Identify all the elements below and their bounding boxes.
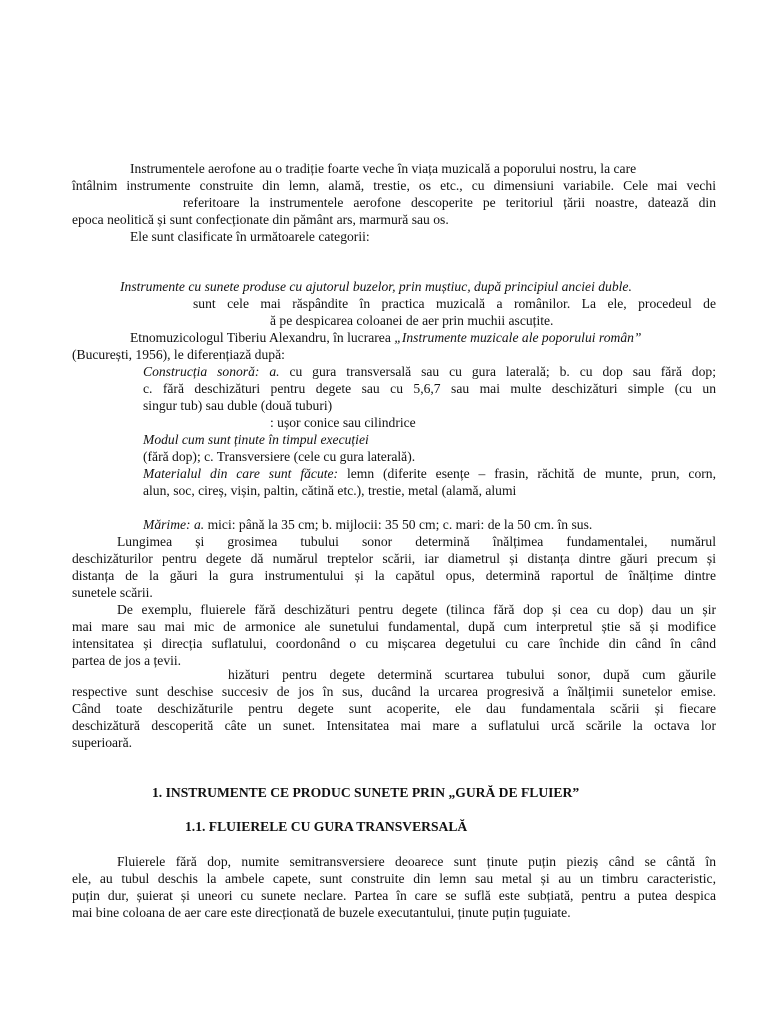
text-line (143, 465, 716, 482)
text-line: : ușor conice sau cilindrice (270, 415, 416, 430)
text-line: sunetele scării. (72, 585, 153, 600)
text-line: superioară. (72, 735, 133, 750)
text-line: Fluierele fără dop, numite semitransversiere deoarece sunt ținute puțin pieziș când se cântă în (117, 854, 716, 869)
text-line (130, 329, 641, 346)
text-line: hizături pentru degete determină scurtarea tubului sonor, după cum găurile (228, 667, 716, 682)
text-line: distanța de la găuri la gura instrumentului și la capătul opus, determină raportul de înălțime dintre (72, 568, 716, 583)
category-heading: Instrumente cu sunete produse cu ajutorul buzelor, prin muștiuc, după principiul anciei duble. (120, 279, 632, 294)
text-line: mai mare sau mai mic de armonice ale sunetului fundamental, după cum interpretul știe să și modifice (72, 619, 716, 634)
text-line: c. fără deschizături pentru degete sau cu 5,6,7 sau mai multe deschizături simple (cu un (143, 381, 716, 396)
text-run: Etnomuzicologul Tiberiu Alexandru, în lucrarea (130, 330, 391, 345)
text-line: respective sunt deschise succesiv de jos în sus, ducând la urcarea progresivă a înălțimii sunetelor emise. (72, 684, 716, 699)
text-line: partea de jos a țevii. (72, 653, 182, 668)
text-run: mici: până la 35 cm; b. mijlocii: 35 50 cm; c. mari: de la 50 cm. în sus. (207, 517, 593, 532)
text-line: Ele sunt clasificate în următoarele categorii: (130, 229, 370, 244)
text-line: singur tub) sau duble (două tuburi) (143, 398, 333, 413)
subsection-heading: 1.1. FLUIERELE CU GURA TRANSVERSALĂ (185, 819, 468, 834)
text-run: lemn (diferite esențe – frasin, răchită de munte, prun, corn, (346, 466, 716, 481)
criterion-label: Construcția sonoră: a. (143, 364, 280, 379)
criterion-label: Mărime: a. (143, 517, 205, 532)
text-line: De exemplu, fluierele fără deschizături pentru degete (tilinca fără dop și cea cu dop) dau un șir (117, 602, 716, 617)
text-line: intensitatea și direcția suflatului, coordonând o cu mișcarea degetului cu care închide din când în când (72, 636, 716, 651)
text-line: (București, 1956), le diferențiază după: (72, 347, 285, 362)
text-line: Lungimea și grosimea tubului sonor determină înălțimea fundamentalei, numărul (117, 534, 716, 549)
text-line: deschizăturilor pentru degete dă numărul treptelor scării, iar diametrul și distanța dintre găuri precum și (72, 551, 716, 566)
text-line: mai bine coloana de aer care este direcționată de buzele executantului, ținute puțin țuguiate. (72, 905, 571, 920)
section-heading: 1. INSTRUMENTE CE PRODUC SUNETE PRIN „GURĂ DE FLUIER” (152, 785, 580, 800)
text-line: alun, soc, cireș, vișin, paltin, cătină etc.), trestie, metal (alamă, alumi (143, 483, 517, 498)
text-line: epoca neolitică și sunt confecționate din pământ ars, marmură sau os. (72, 212, 449, 227)
criterion-label: Modul cum sunt ținute în timpul execuției (143, 432, 369, 447)
text-line: (fără dop); c. Transversiere (cele cu gura laterală). (143, 449, 416, 464)
text-run: cu gura transversală sau cu gura laterală; b. cu dop sau fără dop; (289, 364, 716, 379)
text-line: puțin dur, șuierat și uneori cu sunete neclare. Partea în care se suflă este subțiată, pentru a putea despica (72, 888, 716, 903)
text-line: ă pe despicarea coloanei de aer prin muchii ascuțite. (270, 313, 554, 328)
text-line: întâlnim instrumente construite din lemn, alamă, trestie, os etc., cu dimensiuni variabile. Cele mai vechi (72, 178, 716, 193)
text-line: sunt cele mai răspândite în practica muzicală a românilor. La ele, procedeul de (193, 296, 716, 311)
text-line (143, 363, 716, 380)
text-line: Când toate deschizăturile pentru degete sunt acoperite, ele dau fundamentala scării și fiecare (72, 701, 716, 716)
text-line: ele, au tubul deschis la ambele capete, sunt construite din lemn sau metal și au un timbru caracteristic, (72, 871, 716, 886)
text-line (143, 516, 592, 533)
text-line: deschizătură descoperită câte un sunet. Intensitatea mai mare a suflatului urcă scările la octava lor (72, 718, 716, 733)
text-line: Instrumentele aerofone au o tradiție foarte veche în viața muzicală a poporului nostru, la care (130, 161, 637, 176)
book-title: „Instrumente muzicale ale poporului român” (394, 330, 642, 345)
criterion-label: Materialul din care sunt făcute: (143, 466, 339, 481)
text-line: referitoare la instrumentele aerofone descoperite pe teritoriul țării noastre, datează din (183, 195, 716, 210)
